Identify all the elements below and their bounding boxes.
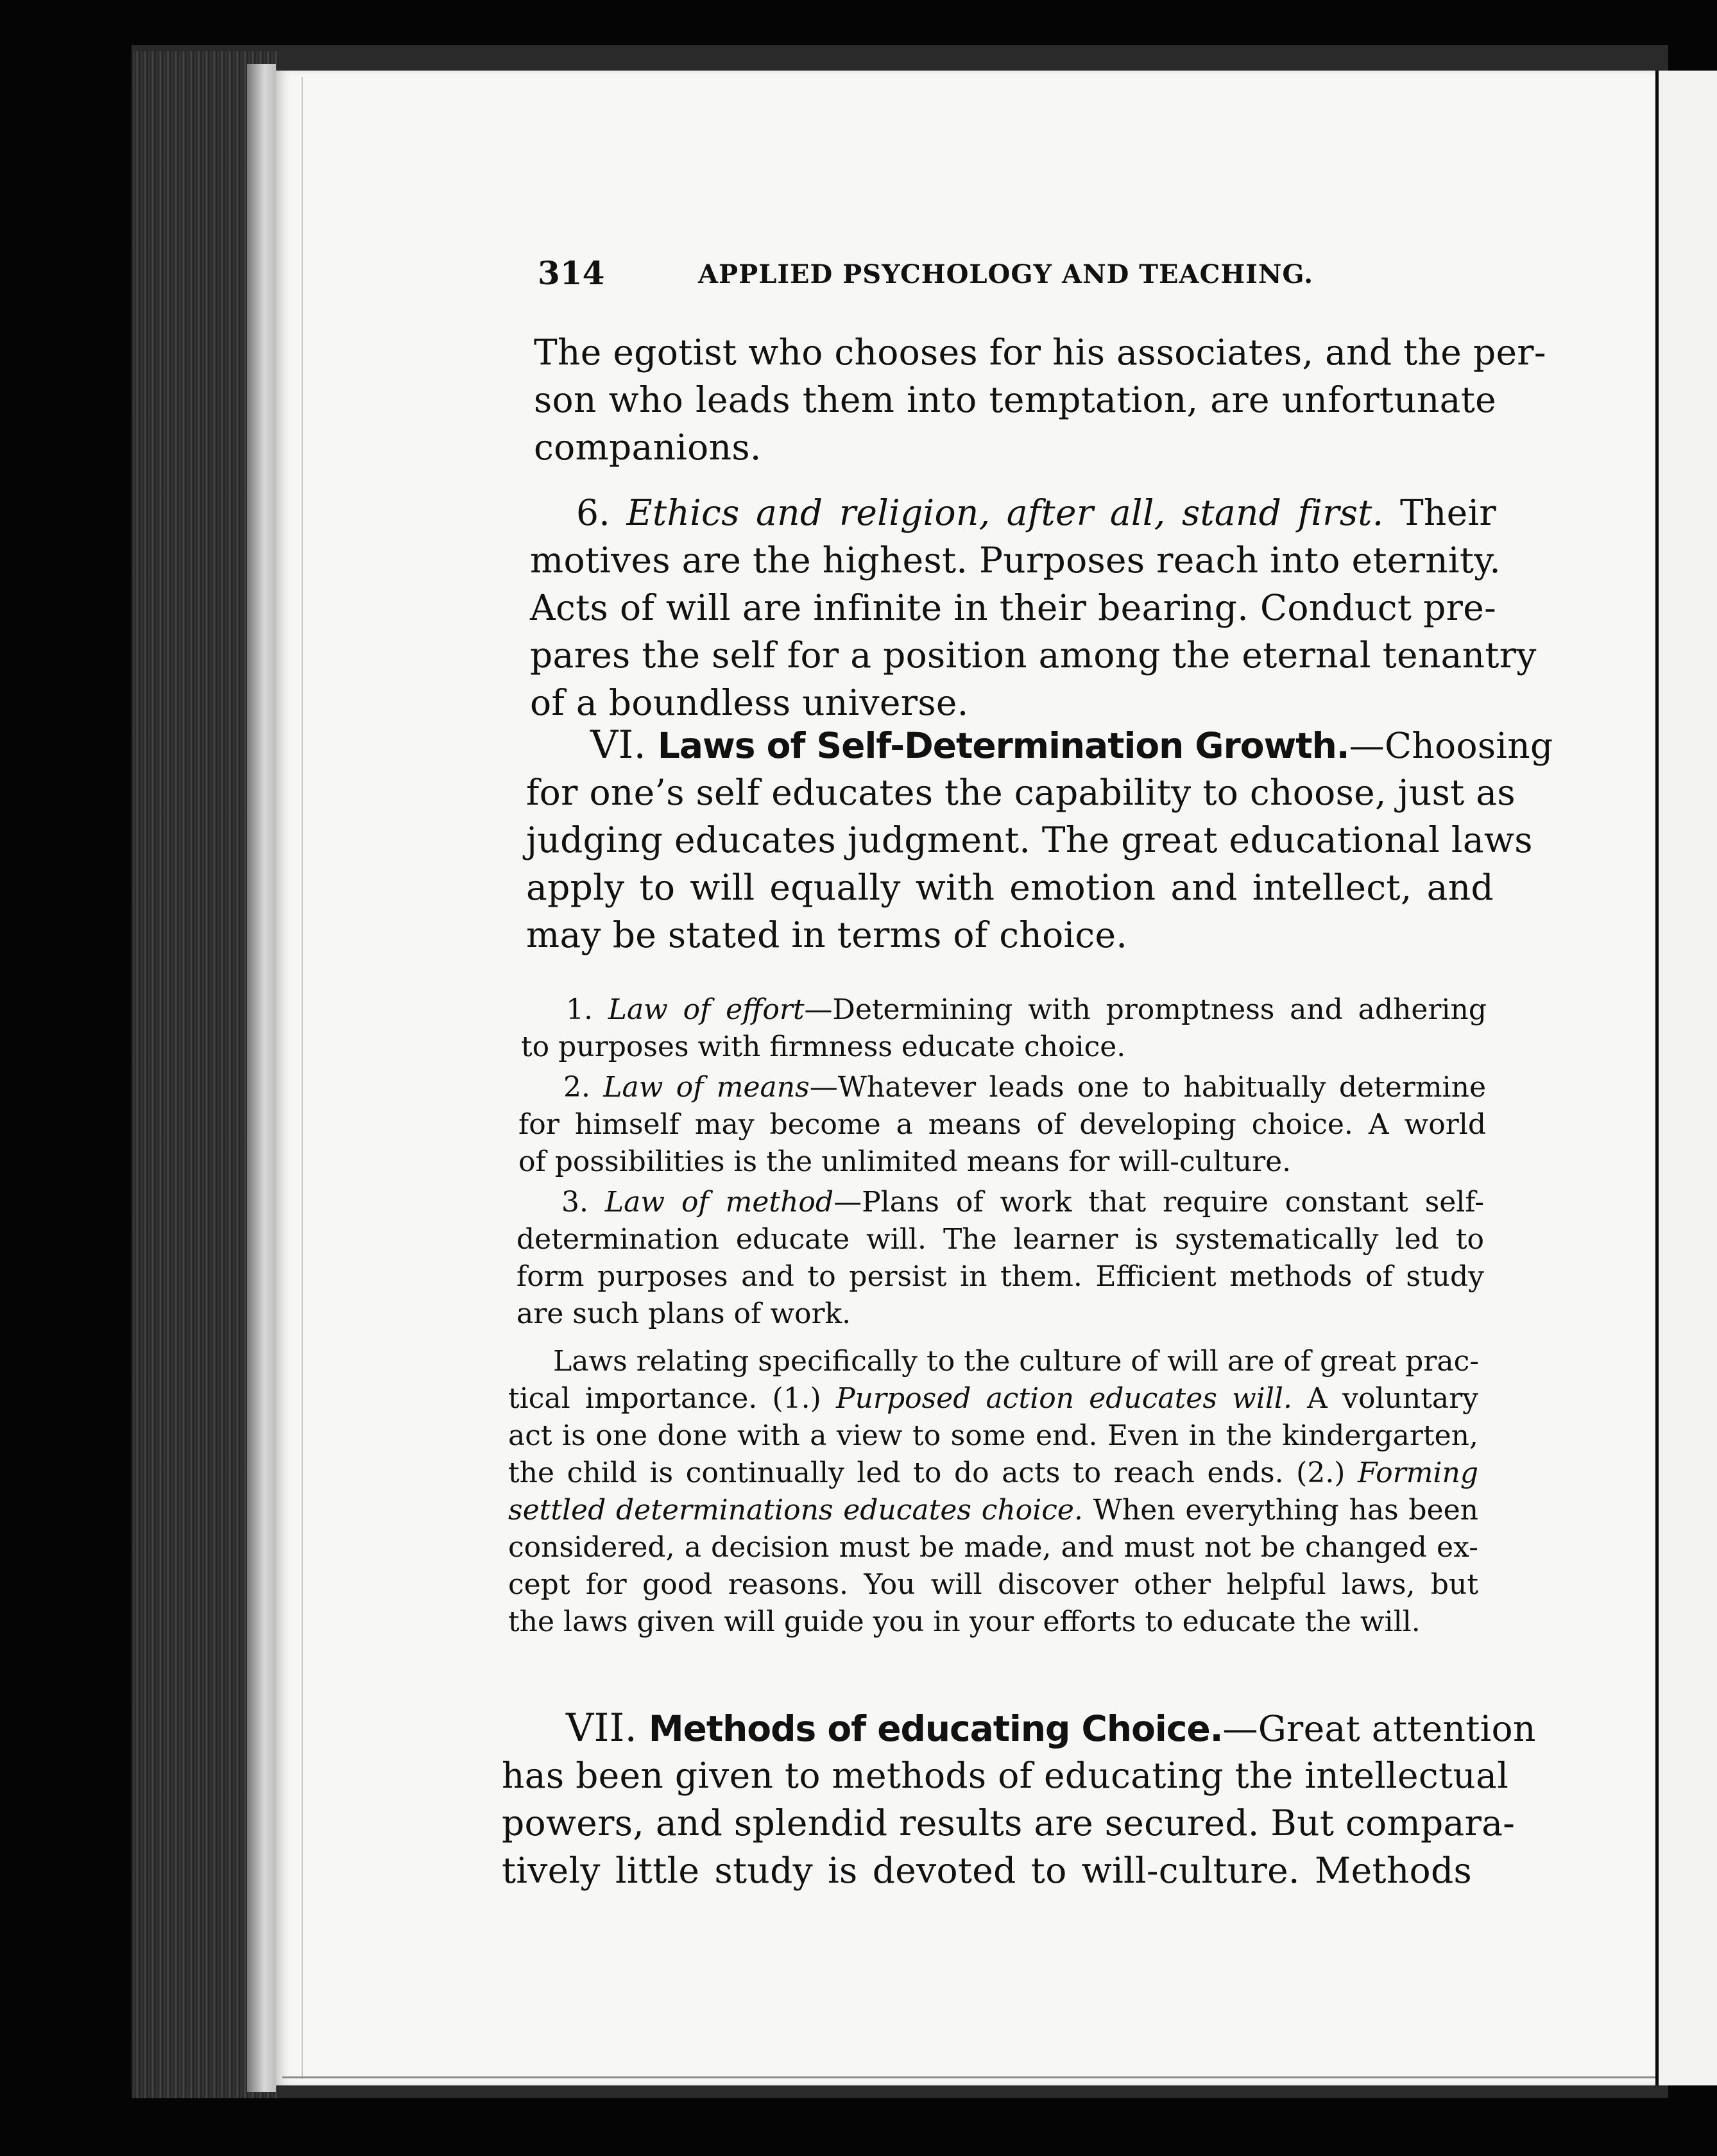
text-line: apply to will equally with emotion and intellect, and [526,867,1494,908]
text-run: the child is continually led to do acts to reach ends. (2.) [508,1457,1345,1489]
section-numeral: VII. [566,1706,638,1750]
text-run: —Choosing [1349,725,1553,766]
text-line: determination educate will. The learner is systematically led to [517,1223,1484,1256]
paragraph-egotist [534,329,1546,471]
text-line: companions. [534,427,762,468]
text-line: Acts of will are infinite in their bearing. Conduct pre- [530,587,1496,628]
text-line: the laws given will guide you in your efforts to educate the will. [508,1605,1421,1638]
page-number: 314 [538,254,605,292]
text-run: Their [1399,492,1496,533]
text-run: A voluntary [1307,1382,1479,1415]
text-line: powers, and splendid results are secured. But compara- [502,1802,1516,1844]
text-line: to purposes with firmness educate choice. [521,1031,1126,1063]
paragraph-laws-of-will [508,1343,1478,1641]
text-line [530,489,1496,536]
text-line: judging educates judgment. The great educational laws [526,819,1533,860]
italic-emphasis: Purposed action educates will. [835,1382,1292,1415]
text-line [508,1492,1478,1529]
section-heading-line [502,1704,1536,1752]
text-line [518,1069,1486,1106]
italic-emphasis: Forming [1358,1457,1478,1489]
text-line [508,1380,1478,1417]
text-line: has been given to methods of educating the intellectual [502,1755,1509,1796]
text-run: When everything has been [1093,1494,1478,1527]
italic-emphasis: settled determinations educates choice. [508,1494,1083,1527]
text-line: for one’s self educates the capability to choose, just as [526,772,1516,813]
text-line [517,1184,1484,1221]
text-line: The egotist who chooses for his associates, and the per- [534,332,1546,373]
item-number: 2. [563,1071,590,1104]
text-line: of a boundless universe. [530,682,969,723]
text-line [508,1455,1478,1492]
paragraph-ethics-religion [530,489,1537,726]
text-run: —Great attention [1222,1708,1536,1749]
law-of-method [517,1184,1484,1333]
law-of-effort [521,991,1487,1066]
text-run: —Plans of work that require constant self- [833,1186,1484,1219]
text-run: tical importance. (1.) [508,1382,821,1415]
item-number: 3. [561,1186,588,1219]
text-line: Laws relating specifically to the culture of will are of great prac- [553,1345,1480,1378]
section-vi [526,721,1553,959]
text-line: cept for good reasons. You will discover other helpful laws, but [508,1568,1478,1601]
italic-emphasis: Ethics and religion, after all, stand first. [626,492,1384,533]
section-vii [502,1704,1536,1894]
text-line: son who leads them into temptation, are unfortunate [534,379,1496,420]
law-title: Law of method [604,1186,834,1219]
text-line: of possibilities is the unlimited means for will-culture. [518,1145,1292,1178]
law-title: Law of means [603,1071,810,1104]
section-title: Methods of educating Choice. [648,1708,1223,1749]
text-line: motives are the highest. Purposes reach into eternity. [530,540,1501,581]
text-line: pares the self for a position among the eternal tenantry [530,635,1537,676]
text-line [521,991,1487,1029]
text-line: tively little study is devoted to will-culture. Methods [502,1850,1472,1891]
section-numeral: VI. [590,723,647,767]
item-number: 6. [576,492,611,533]
text-line: may be stated in terms of choice. [526,914,1128,955]
text-run: —Whatever leads one to habitually determine [809,1071,1486,1104]
text-line: form purposes and to persist in them. Efficient methods of study [517,1260,1484,1293]
section-title: Laws of Self-Determination Growth. [657,725,1349,766]
law-title: Law of effort [608,993,805,1026]
text-line: for himself may become a means of developing choice. A world [518,1108,1486,1141]
text-line: considered, a decision must be made, and must not be changed ex- [508,1531,1478,1564]
text-line: are such plans of work. [517,1297,851,1330]
running-title: APPLIED PSYCHOLOGY AND TEACHING. [698,259,1314,289]
text-line: act is one done with a view to some end. Even in the kindergarten, [508,1419,1478,1452]
law-of-means [518,1069,1486,1181]
section-heading-line [526,721,1553,769]
item-number: 1. [566,993,593,1026]
text-run: —Determining with promptness and adhering [804,993,1487,1026]
